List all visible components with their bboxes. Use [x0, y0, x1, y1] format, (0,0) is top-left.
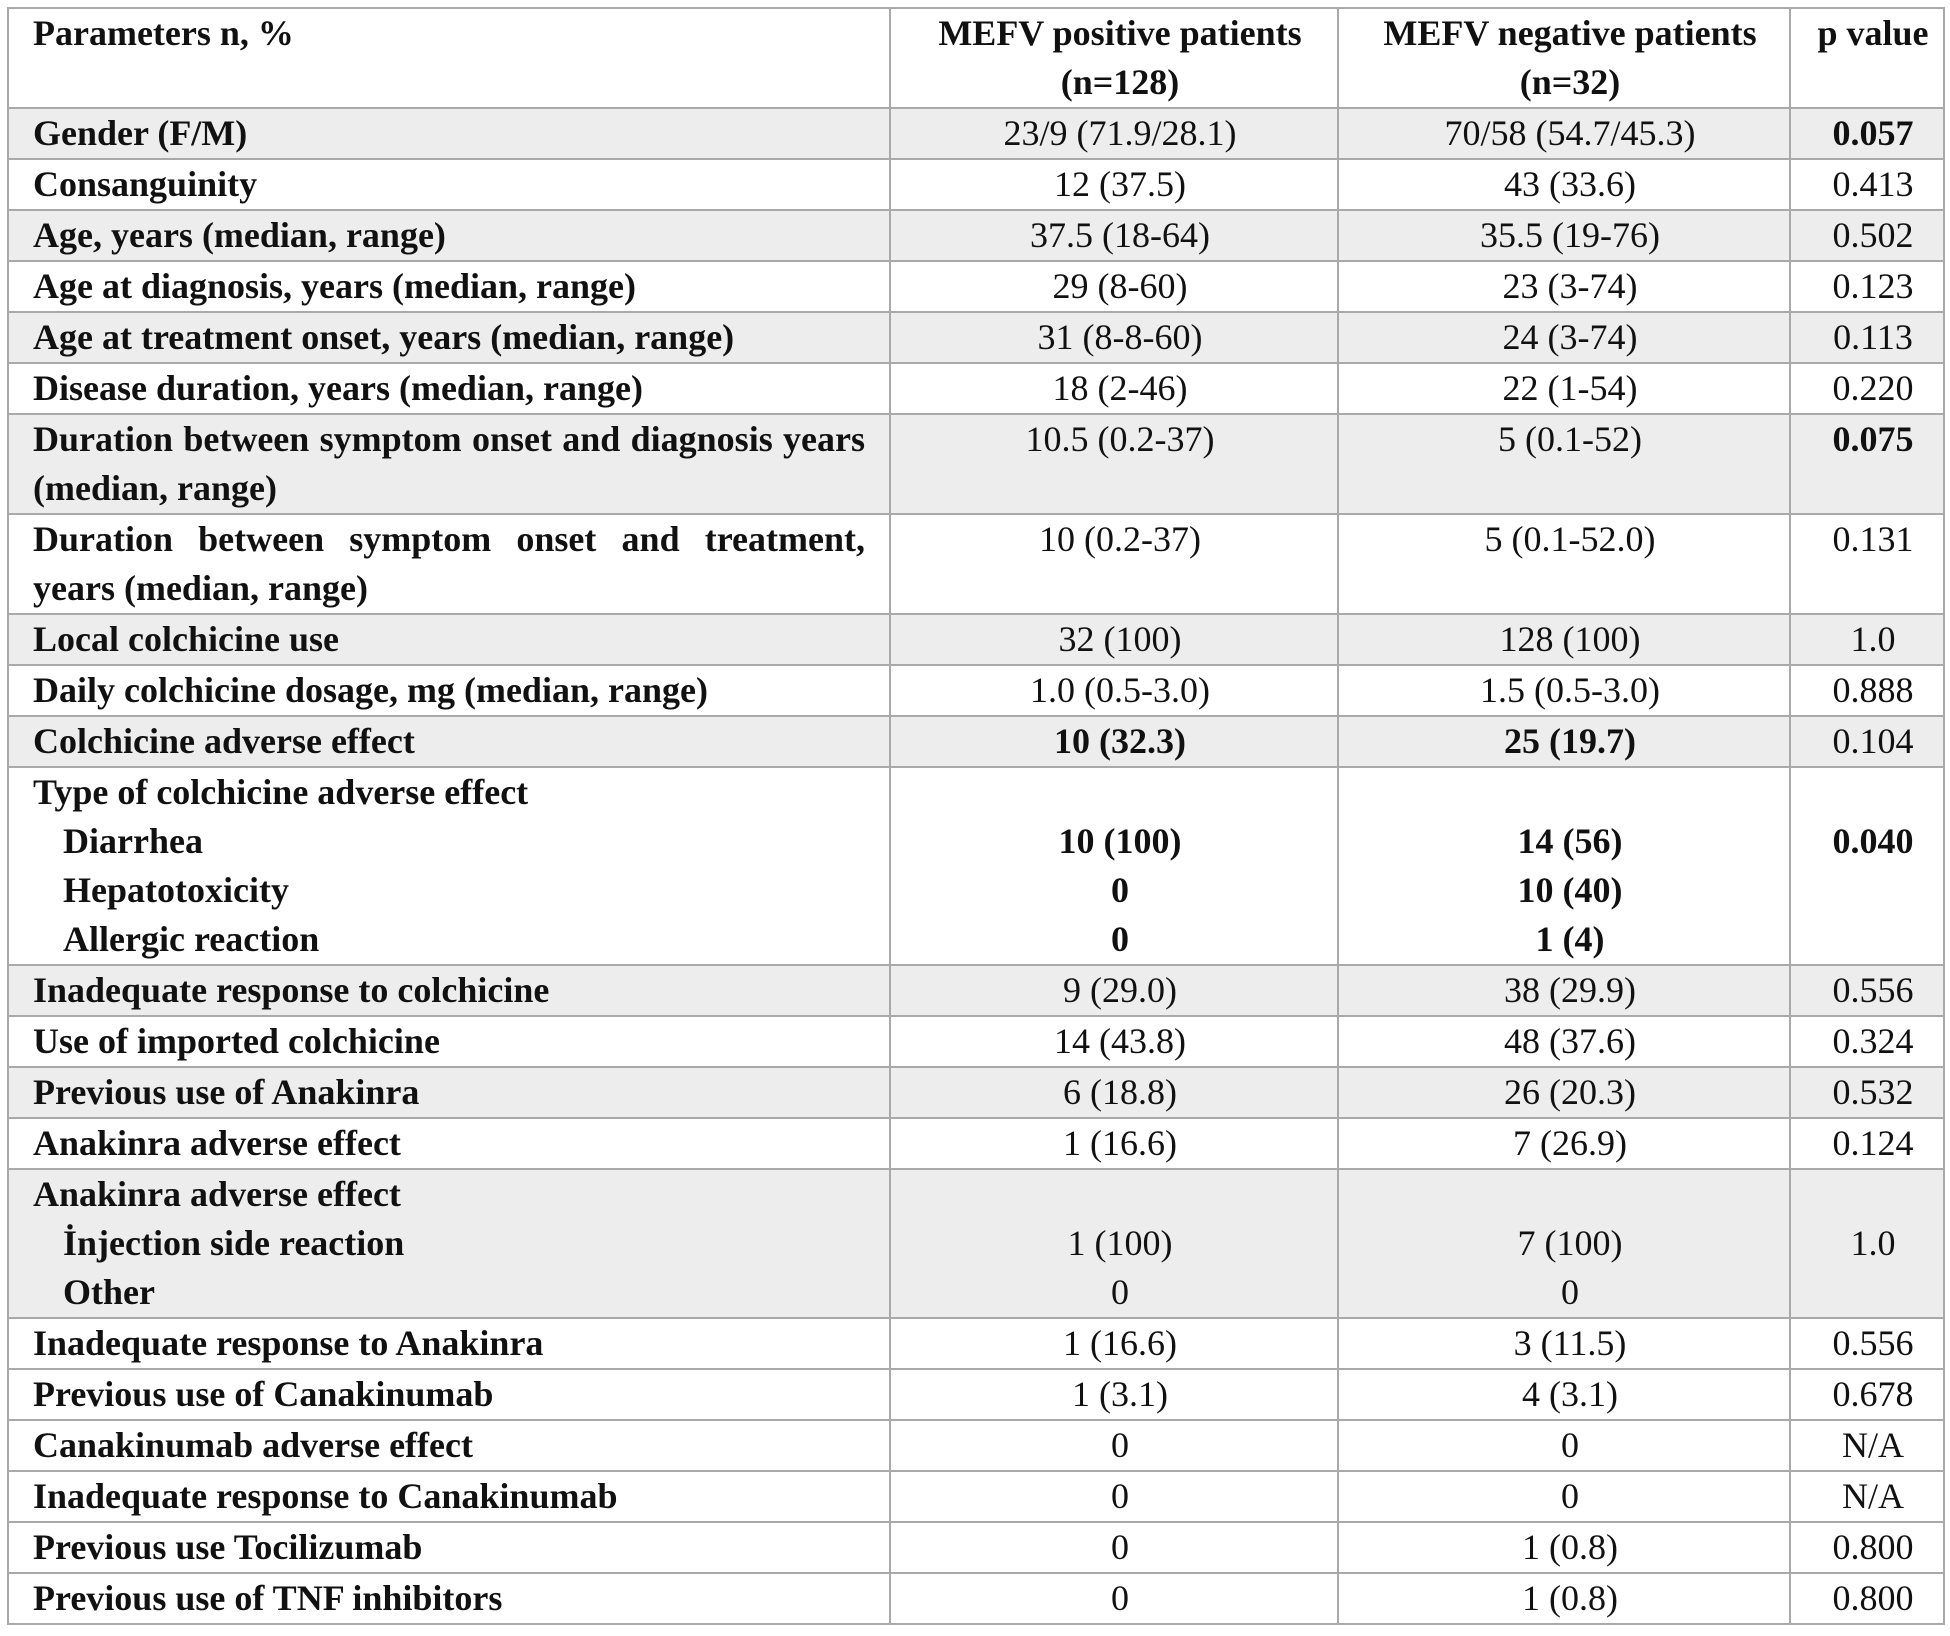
cell-negative: 7 (100) — [1517, 1223, 1623, 1263]
row-label: Use of imported colchicine — [8, 1016, 890, 1067]
cell-positive-group — [890, 767, 1338, 965]
cell-positive: 1 (100) — [1067, 1223, 1173, 1263]
cell-positive: 9 (29.0) — [890, 965, 1338, 1016]
table-row — [8, 1118, 1944, 1169]
cell-positive: 29 (8-60) — [890, 261, 1338, 312]
cell-negative: 128 (100) — [1338, 614, 1790, 665]
cell-negative: 24 (3-74) — [1338, 312, 1790, 363]
cell-negative-group — [1338, 767, 1790, 965]
group-label: Type of colchicine adverse effect — [33, 772, 529, 812]
cell-positive: 10 (32.3) — [890, 716, 1338, 767]
cell-negative: 1 (4) — [1535, 919, 1605, 959]
table-row — [8, 965, 1944, 1016]
cell-negative: 22 (1-54) — [1338, 363, 1790, 414]
row-label: Duration between symptom onset and treatment, years (median, range) — [8, 514, 890, 614]
cell-p-value: 0.532 — [1790, 1067, 1944, 1118]
cell-p-value: N/A — [1790, 1420, 1944, 1471]
cell-p-value: 0.075 — [1790, 414, 1944, 514]
cell-positive: 1 (16.6) — [890, 1318, 1338, 1369]
cell-p-value: 0.123 — [1790, 261, 1944, 312]
header-mefv-positive: MEFV positive patients (n=128) — [890, 8, 1338, 108]
cell-negative: 0 — [1338, 1420, 1790, 1471]
cell-p-value: 0.324 — [1790, 1016, 1944, 1067]
cell-positive: 10 (100) — [1058, 821, 1182, 861]
table-row — [8, 414, 1944, 514]
row-label: Previous use of Canakinumab — [8, 1369, 890, 1420]
cell-negative: 7 (26.9) — [1338, 1118, 1790, 1169]
cell-p-value: 0.888 — [1790, 665, 1944, 716]
subitem-label: Other — [63, 1272, 155, 1312]
cell-p-value: 0.800 — [1790, 1522, 1944, 1573]
cell-positive: 1 (3.1) — [890, 1369, 1338, 1420]
table-row-colchicine-types — [8, 767, 1944, 965]
cell-negative: 3 (11.5) — [1338, 1318, 1790, 1369]
cell-p-value: 1.0 — [1850, 1223, 1896, 1263]
cell-negative: 43 (33.6) — [1338, 159, 1790, 210]
cell-negative: 14 (56) — [1517, 821, 1623, 861]
row-label: Disease duration, years (median, range) — [8, 363, 890, 414]
row-label: Age at diagnosis, years (median, range) — [8, 261, 890, 312]
cell-negative: 10 (40) — [1517, 870, 1623, 910]
comparison-table — [7, 7, 1945, 1625]
subitem-label: Diarrhea — [63, 821, 203, 861]
cell-positive: 0 — [1111, 1272, 1129, 1312]
row-label: Inadequate response to Canakinumab — [8, 1471, 890, 1522]
cell-negative: 35.5 (19-76) — [1338, 210, 1790, 261]
table-row — [8, 210, 1944, 261]
header-p-value: p value — [1790, 8, 1944, 108]
cell-positive: 6 (18.8) — [890, 1067, 1338, 1118]
row-label-group — [8, 767, 890, 965]
cell-positive: 23/9 (71.9/28.1) — [890, 108, 1338, 159]
subitem-label: İnjection side reaction — [63, 1223, 405, 1263]
row-label: Local colchicine use — [8, 614, 890, 665]
cell-positive: 14 (43.8) — [890, 1016, 1338, 1067]
cell-negative: 70/58 (54.7/45.3) — [1338, 108, 1790, 159]
row-label: Previous use of TNF inhibitors — [8, 1573, 890, 1624]
subitem-label: Hepatotoxicity — [63, 870, 289, 910]
cell-positive: 1 (16.6) — [890, 1118, 1338, 1169]
row-label: Daily colchicine dosage, mg (median, range) — [8, 665, 890, 716]
cell-p-value: 0.413 — [1790, 159, 1944, 210]
cell-p-value-group — [1790, 767, 1944, 965]
row-label: Age at treatment onset, years (median, range) — [8, 312, 890, 363]
table-row — [8, 159, 1944, 210]
row-label: Age, years (median, range) — [8, 210, 890, 261]
cell-p-value-group — [1790, 1169, 1944, 1318]
cell-positive: 37.5 (18-64) — [890, 210, 1338, 261]
cell-negative: 26 (20.3) — [1338, 1067, 1790, 1118]
cell-p-value: 0.556 — [1790, 1318, 1944, 1369]
table-row — [8, 1573, 1944, 1624]
cell-p-value: 1.0 — [1790, 614, 1944, 665]
cell-positive: 0 — [890, 1420, 1338, 1471]
cell-negative: 1 (0.8) — [1338, 1573, 1790, 1624]
table-row — [8, 261, 1944, 312]
cell-p-value: 0.220 — [1790, 363, 1944, 414]
subitem-label: Allergic reaction — [63, 919, 320, 959]
row-label: Canakinumab adverse effect — [8, 1420, 890, 1471]
cell-positive-group — [890, 1169, 1338, 1318]
cell-positive: 0 — [890, 1522, 1338, 1573]
row-label: Gender (F/M) — [8, 108, 890, 159]
cell-negative: 23 (3-74) — [1338, 261, 1790, 312]
table-row — [8, 1016, 1944, 1067]
row-label-group — [8, 1169, 890, 1318]
row-label: Colchicine adverse effect — [8, 716, 890, 767]
cell-p-value: 0.502 — [1790, 210, 1944, 261]
table-body — [8, 108, 1944, 1624]
cell-p-value: N/A — [1790, 1471, 1944, 1522]
row-label: Previous use of Anakinra — [8, 1067, 890, 1118]
cell-p-value: 0.131 — [1790, 514, 1944, 614]
cell-negative: 1.5 (0.5-3.0) — [1338, 665, 1790, 716]
cell-p-value: 0.104 — [1790, 716, 1944, 767]
table-row — [8, 514, 1944, 614]
cell-positive: 0 — [890, 1471, 1338, 1522]
row-label: Consanguinity — [8, 159, 890, 210]
row-label: Inadequate response to colchicine — [8, 965, 890, 1016]
table-row-anakinra-types — [8, 1169, 1944, 1318]
cell-p-value: 0.113 — [1790, 312, 1944, 363]
cell-positive: 10.5 (0.2-37) — [890, 414, 1338, 514]
table-row — [8, 614, 1944, 665]
cell-p-value: 0.556 — [1790, 965, 1944, 1016]
table-row — [8, 108, 1944, 159]
table-row — [8, 1522, 1944, 1573]
cell-positive: 0 — [890, 1573, 1338, 1624]
row-label: Inadequate response to Anakinra — [8, 1318, 890, 1369]
cell-p-value: 0.678 — [1790, 1369, 1944, 1420]
cell-negative: 5 (0.1-52.0) — [1338, 514, 1790, 614]
table-row — [8, 1471, 1944, 1522]
row-label: Duration between symptom onset and diagnosis years (median, range) — [8, 414, 890, 514]
cell-negative: 38 (29.9) — [1338, 965, 1790, 1016]
cell-positive: 1.0 (0.5-3.0) — [890, 665, 1338, 716]
cell-negative-group — [1338, 1169, 1790, 1318]
table-row — [8, 312, 1944, 363]
cell-negative: 25 (19.7) — [1338, 716, 1790, 767]
table-row — [8, 1369, 1944, 1420]
row-label: Anakinra adverse effect — [8, 1118, 890, 1169]
cell-negative: 0 — [1561, 1272, 1579, 1312]
cell-p-value: 0.800 — [1790, 1573, 1944, 1624]
cell-positive: 31 (8-8-60) — [890, 312, 1338, 363]
row-label: Previous use Tocilizumab — [8, 1522, 890, 1573]
cell-positive: 0 — [1111, 870, 1129, 910]
header-row — [8, 8, 1944, 108]
cell-negative: 48 (37.6) — [1338, 1016, 1790, 1067]
table-row — [8, 716, 1944, 767]
cell-positive: 32 (100) — [890, 614, 1338, 665]
cell-p-value: 0.057 — [1790, 108, 1944, 159]
cell-negative: 5 (0.1-52) — [1338, 414, 1790, 514]
cell-p-value: 0.124 — [1790, 1118, 1944, 1169]
table-row — [8, 1420, 1944, 1471]
cell-negative: 0 — [1338, 1471, 1790, 1522]
cell-p-value: 0.040 — [1832, 821, 1914, 861]
header-parameters: Parameters n, % — [8, 8, 890, 108]
group-label: Anakinra adverse effect — [33, 1174, 401, 1214]
table-row — [8, 363, 1944, 414]
header-mefv-negative: MEFV negative patients (n=32) — [1338, 8, 1790, 108]
cell-negative: 1 (0.8) — [1338, 1522, 1790, 1573]
cell-positive: 12 (37.5) — [890, 159, 1338, 210]
table-header — [8, 8, 1944, 108]
table-row — [8, 1318, 1944, 1369]
table-row — [8, 1067, 1944, 1118]
cell-positive: 0 — [1111, 919, 1129, 959]
cell-negative: 4 (3.1) — [1338, 1369, 1790, 1420]
table-row — [8, 665, 1944, 716]
cell-positive: 10 (0.2-37) — [890, 514, 1338, 614]
cell-positive: 18 (2-46) — [890, 363, 1338, 414]
